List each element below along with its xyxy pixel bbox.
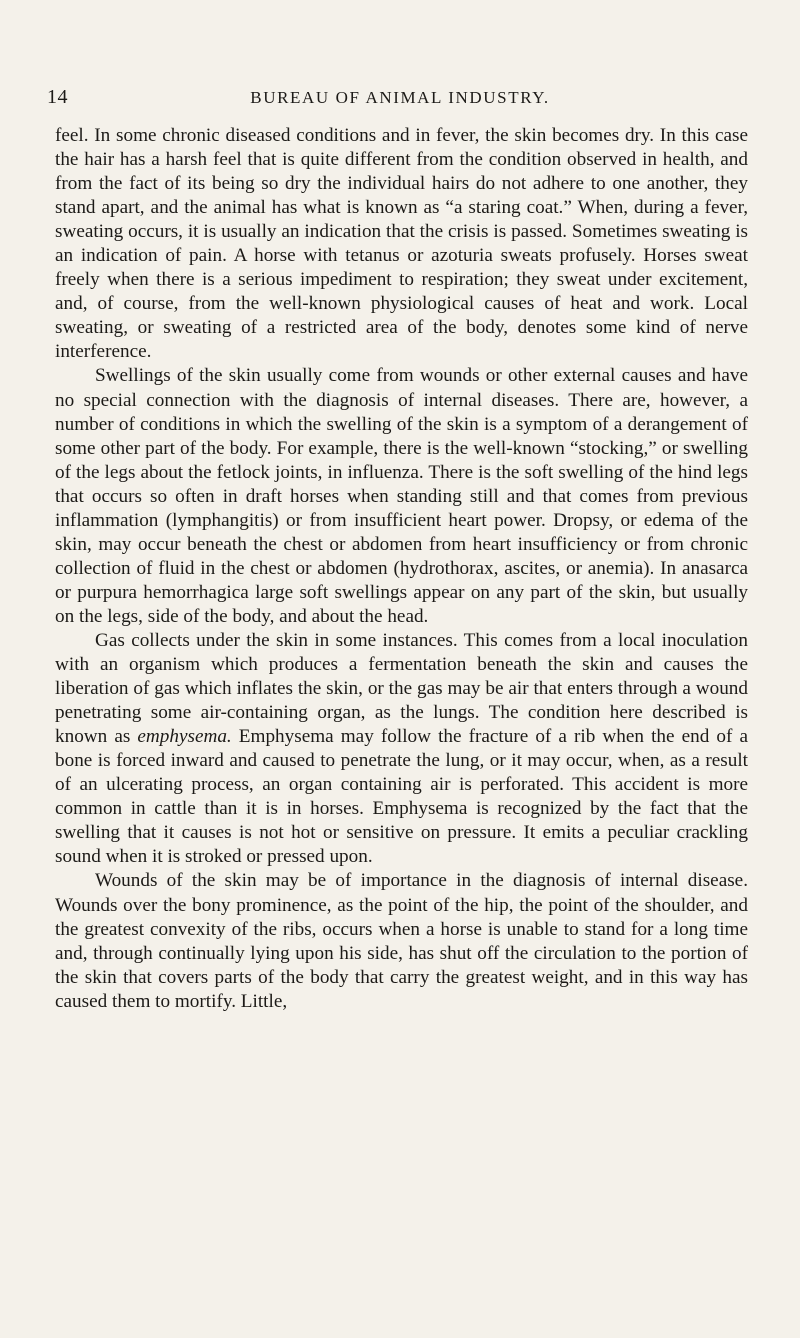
emphysema-text-before: Gas collects under the skin in some instances. This comes from a local inoculation with an organism which produces a fermentation beneath the skin and causes the liberation of gas which inflates the skin, or the gas may be air that enters through a wound penetrating some air-containing organ, as the lungs. The condition here described is known as	[55, 629, 748, 748]
paragraph-skin-dryness-sweating: feel. In some chronic diseased conditions and in fever, the skin becomes dry. In this case the hair has a harsh feel that is quite different from the condition observed in health, and from the fact of its being so dry the individual hairs do not adhere to one another, they stand apart, and the animal has what is known as “a staring coat.” When, during a fever, sweating occurs, it is usually an indication that the crisis is passed. Sometimes sweating is an indication of pain. A horse with tetanus or azoturia sweats profusely. Horses sweat freely when there is a serious impediment to respiration; they sweat under excitement, and, of course, from the well-known physiological causes of heat and work. Local sweating, or sweating of a restricted area of the body, denotes some kind of nerve interference.	[55, 125, 748, 363]
body-text	[55, 124, 748, 1014]
emphysema-text-after: Emphysema may follow the fracture of a rib when the end of a bone is forced inward and caused to penetrate the lung, or it may occur, when, as a result of an ulcerating process, an organ containing air is perforated. This accident is more common in cattle than it is in horses. Emphysema is recognized by the fact that the swelling that it causes is not hot or sensitive on pressure. It emits a peculiar crackling sound when it is stroked or pressed upon.	[55, 726, 748, 868]
running-head: BUREAU OF ANIMAL INDUSTRY.	[250, 88, 550, 107]
paragraph-skin-swellings: Swellings of the skin usually come from wounds or other external causes and have no special connection with the diagnosis of internal diseases. There are, however, a number of conditions in which the swelling of the skin is a symptom of a derangement of some other part of the body. For example, there is the well-known “stocking,” or swelling of the legs about the fetlock joints, in influenza. There is the soft swelling of the hind legs that occurs so often in draft horses when standing still and that comes from previous inflammation (lymphangitis) or from insufficient heart power. Dropsy, or edema of the skin, may occur beneath the chest or abdomen from heart insufficiency or from chronic collection of fluid in the chest or abdomen (hydrothorax, ascites, or anemia). In anasarca or purpura hemorrhagica large soft swellings appear on any part of the skin, but usually on the legs, side of the body, and about the head.	[55, 365, 748, 627]
paragraph-emphysema	[55, 629, 748, 869]
paragraph-skin-wounds: Wounds of the skin may be of importance in the diagnosis of internal disease. Wounds over the bony prominence, as the point of the hip, the point of the shoulder, and the greatest convexity of the ribs, occurs when a horse is unable to stand for a long time and, through continually lying upon his side, has shut off the circulation to the portion of the skin that covers parts of the body that carry the greatest weight, and in this way has caused them to mortify. Little,	[55, 870, 748, 1012]
page-header	[47, 86, 753, 110]
page-number: 14	[47, 86, 68, 108]
emphysema-term: emphysema.	[137, 726, 232, 748]
